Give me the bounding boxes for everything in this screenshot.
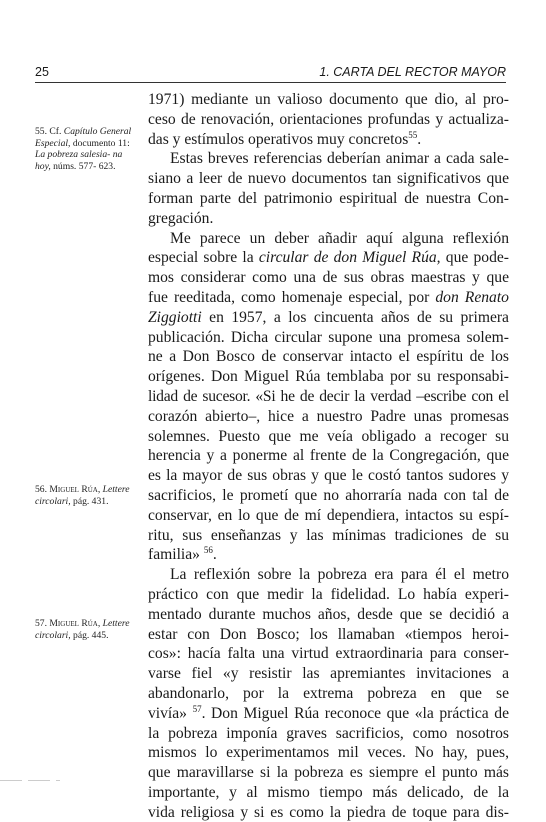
text-line: herencia y a ponerme al frente de la Congregación, que — [148, 447, 509, 465]
text-line: estar con Don Bosco; los llamaban «tiempos heroi- — [148, 625, 509, 643]
page-edge-marks — [0, 780, 546, 781]
text-line: que maravillarse si la pobreza es siempre el punto más — [148, 764, 509, 782]
footnote-ref: 57 — [192, 703, 202, 714]
text-line: familia» $^{56}$. — [148, 545, 217, 564]
text-line: Me parece un deber añadir aquí alguna reflexión — [170, 229, 509, 247]
text-line: lidad de sucesor. «Si he de decir la verdad –escribe con el — [148, 387, 509, 405]
text-line: publicación. Dicha circular supone una promesa solem- — [148, 328, 509, 346]
text-line: importante, y al mismo tiempo más delicado, de la — [148, 783, 509, 801]
text-line: Ziggiotti en 1957, a los cincuenta años de su primera — [148, 308, 509, 326]
running-title: 1. CARTA DEL RECTOR MAYOR — [319, 65, 506, 79]
footnote-number: 57. — [35, 618, 47, 629]
text-line: mentado durante muchos años, desde que se decidió a — [148, 605, 509, 623]
footnote-number: 55. — [35, 126, 47, 137]
text-line: especial sobre la circular de don Miguel Rúa, que pode- — [148, 249, 509, 267]
text-line: das y estímulos operativos muy concretos$^{55}$. — [148, 129, 422, 148]
footnote-57: 57. Miguel Rúa, Lettere circolari, pág. 445. — [35, 618, 130, 641]
text-line: ritu, sus enseñanzas y las mínimas tradiciones de su — [148, 526, 509, 544]
text-line: la pobreza imponía graves sacrificios, como nosotros — [148, 724, 509, 742]
text-line: cos»: hacía falta una virtud extraordinaria para conser- — [148, 645, 509, 663]
text-line: La reflexión sobre la pobreza era para él el metro — [170, 566, 509, 584]
footnote-56: 56. Miguel Rúa, Lettere circolari, pág. 431. — [35, 484, 130, 507]
text-line: abandonarlo, por la extrema pobreza en que se — [148, 684, 509, 702]
text-line: 1971) mediante un valioso documento que dio, al pro- — [148, 91, 509, 108]
text-line: forman parte del patrimonio espiritual de nuestra Con- — [148, 189, 509, 207]
text-line: es la mayor de sus obras y que le costó tantos sudores y — [148, 467, 509, 485]
text-line: mos considerar como una de sus obras maestras y que — [148, 269, 509, 287]
text-line: corazón abierto–, hice a nuestro Padre unas promesas — [148, 407, 509, 425]
footnote-author: Miguel Rúa, — [49, 618, 101, 629]
text-line: gregación. — [148, 209, 214, 227]
page-number: 25 — [35, 65, 49, 79]
page-header — [35, 64, 506, 83]
text-line: siano a leer de nuevo documentos tan significativos que — [148, 170, 509, 188]
text-line: práctico con que medir la fidelidad. Lo había experi- — [148, 585, 509, 603]
italic-name: don Renato — [435, 288, 509, 306]
text-line: vivía» $^{57}$. Don Miguel Rúa reconoce que «la práctica de — [148, 703, 509, 722]
text-line: conservar, en lo que de mí dependiera, intactos su espí- — [148, 506, 509, 524]
italic-name: Ziggiotti — [148, 308, 202, 326]
text-line: ceso de renovación, orientaciones profundas y actualiza- — [148, 110, 509, 128]
footnote-number: 56. — [35, 484, 47, 495]
text-line: sacrificios, le prometí que no ahorraría nada con tal de — [148, 486, 509, 504]
text-line: ne a Don Bosco de conservar intacto el espíritu de los — [148, 348, 509, 366]
footnote-ref: 56 — [203, 545, 213, 556]
text-line: Estas breves referencias deberían animar a cada sale- — [170, 150, 509, 168]
text-line: orígenes. Don Miguel Rúa temblaba por su responsabi- — [148, 368, 509, 386]
footnote-ref: 55 — [408, 129, 418, 140]
text-line: mismos lo experimentamos mil veces. No hay, pues, — [148, 744, 509, 762]
text-line: fue reeditada, como homenaje especial, por don Renato — [148, 288, 509, 306]
footnote-author: Miguel Rúa, — [49, 484, 101, 495]
text-line: solemnes. Puesto que me veía obligado a recoger su — [148, 427, 509, 445]
footnote-55: 55. Cf. Capítulo General Especial, documento 11: La pobreza salesia- na hoy, núms. 577- 623. — [35, 126, 132, 172]
body-text — [148, 90, 509, 822]
text-line: varse fiel «y resistir las apremiantes invitaciones a — [148, 665, 509, 683]
italic-title: circular de don Miguel Rúa, — [258, 249, 441, 267]
text-line: vida religiosa y si es como la piedra de toque para dis- — [148, 803, 509, 821]
